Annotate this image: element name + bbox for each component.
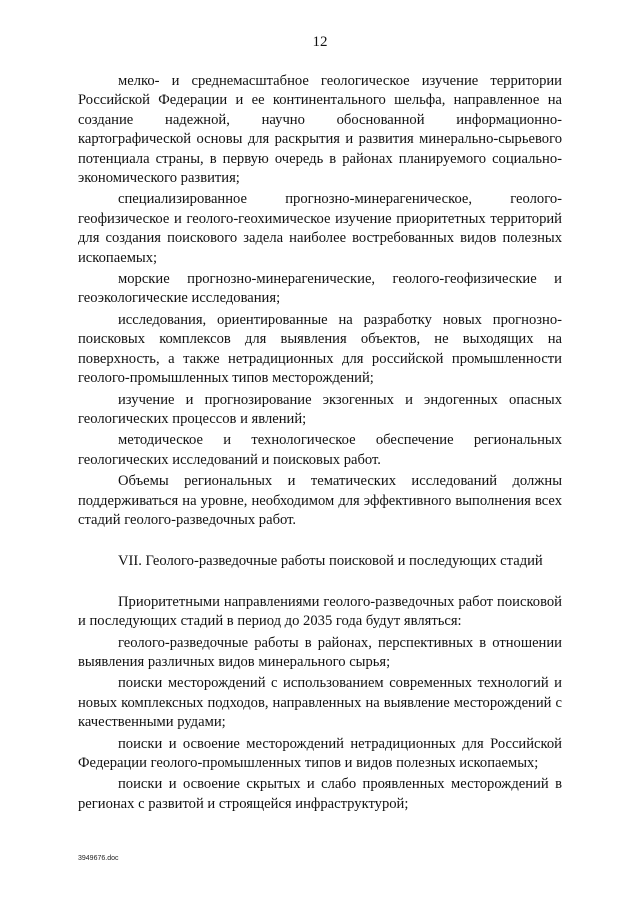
paragraph: поиски месторождений с использованием современных технологий и новых комплексных подходов, направленных на выявление месторождений с качественными рудами; [78,675,562,731]
document-body [78,72,562,816]
paragraph: поиски и освоение месторождений нетрадиционных для Российской Федерации геолого-промышленных типов и видов полезных ископаемых; [78,735,562,771]
paragraph: геолого-разведочные работы в районах, перспективных в отношении выявления различных видов минерального сырья; [78,634,562,670]
paragraph: изучение и прогнозирование экзогенных и эндогенных опасных геологических процессов и явлений; [78,391,562,427]
document-file-id: 3949676.doc [78,855,119,862]
paragraph: Приоритетными направлениями геолого-разведочных работ поисковой и последующих стадий в период до 2035 года будут являться: [78,593,562,630]
page-number: 12 [312,34,328,50]
paragraph: поиски и освоение скрытых и слабо проявленных месторождений в регионах с развитой и строящейся инфраструктурой; [78,776,562,812]
paragraph: морские прогнозно-минерагенические, геолого-геофизические и геоэкологические исследования; [78,271,562,307]
paragraph: Объемы региональных и тематических исследований должны поддерживаться на уровне, необходимом для эффективного выполнения всех стадий геолого-разведочных работ. [78,473,562,528]
section-heading: VII. Геолого-разведочные работы поисковой и последующих стадий [118,553,543,570]
paragraph: специализированное прогнозно-минерагеническое, геолого-геофизическое и геолого-геохимическое изучение приоритетных территорий для создания поискового задела наиболее востребованных видов полезных ископаемых; [78,191,562,266]
paragraph: методическое и технологическое обеспечение региональных геологических исследований и поисковых работ. [78,432,562,468]
paragraph: мелко- и среднемасштабное геологическое изучение территории Российской Федерации и ее континентального шельфа, направленное на создание надежной, научно обоснованной информационно-картографической основы для раскрытия и развития минерально-сырьевого потенциала страны, в первую очередь в районах планируемого социально-экономического развития; [78,73,562,187]
paragraph: исследования, ориентированные на разработку новых прогнозно-поисковых комплексов для выявления объектов, не выходящих на поверхность, а также нетрадиционных для российской промышленности геолого-промышленных типов месторождений; [78,311,562,387]
